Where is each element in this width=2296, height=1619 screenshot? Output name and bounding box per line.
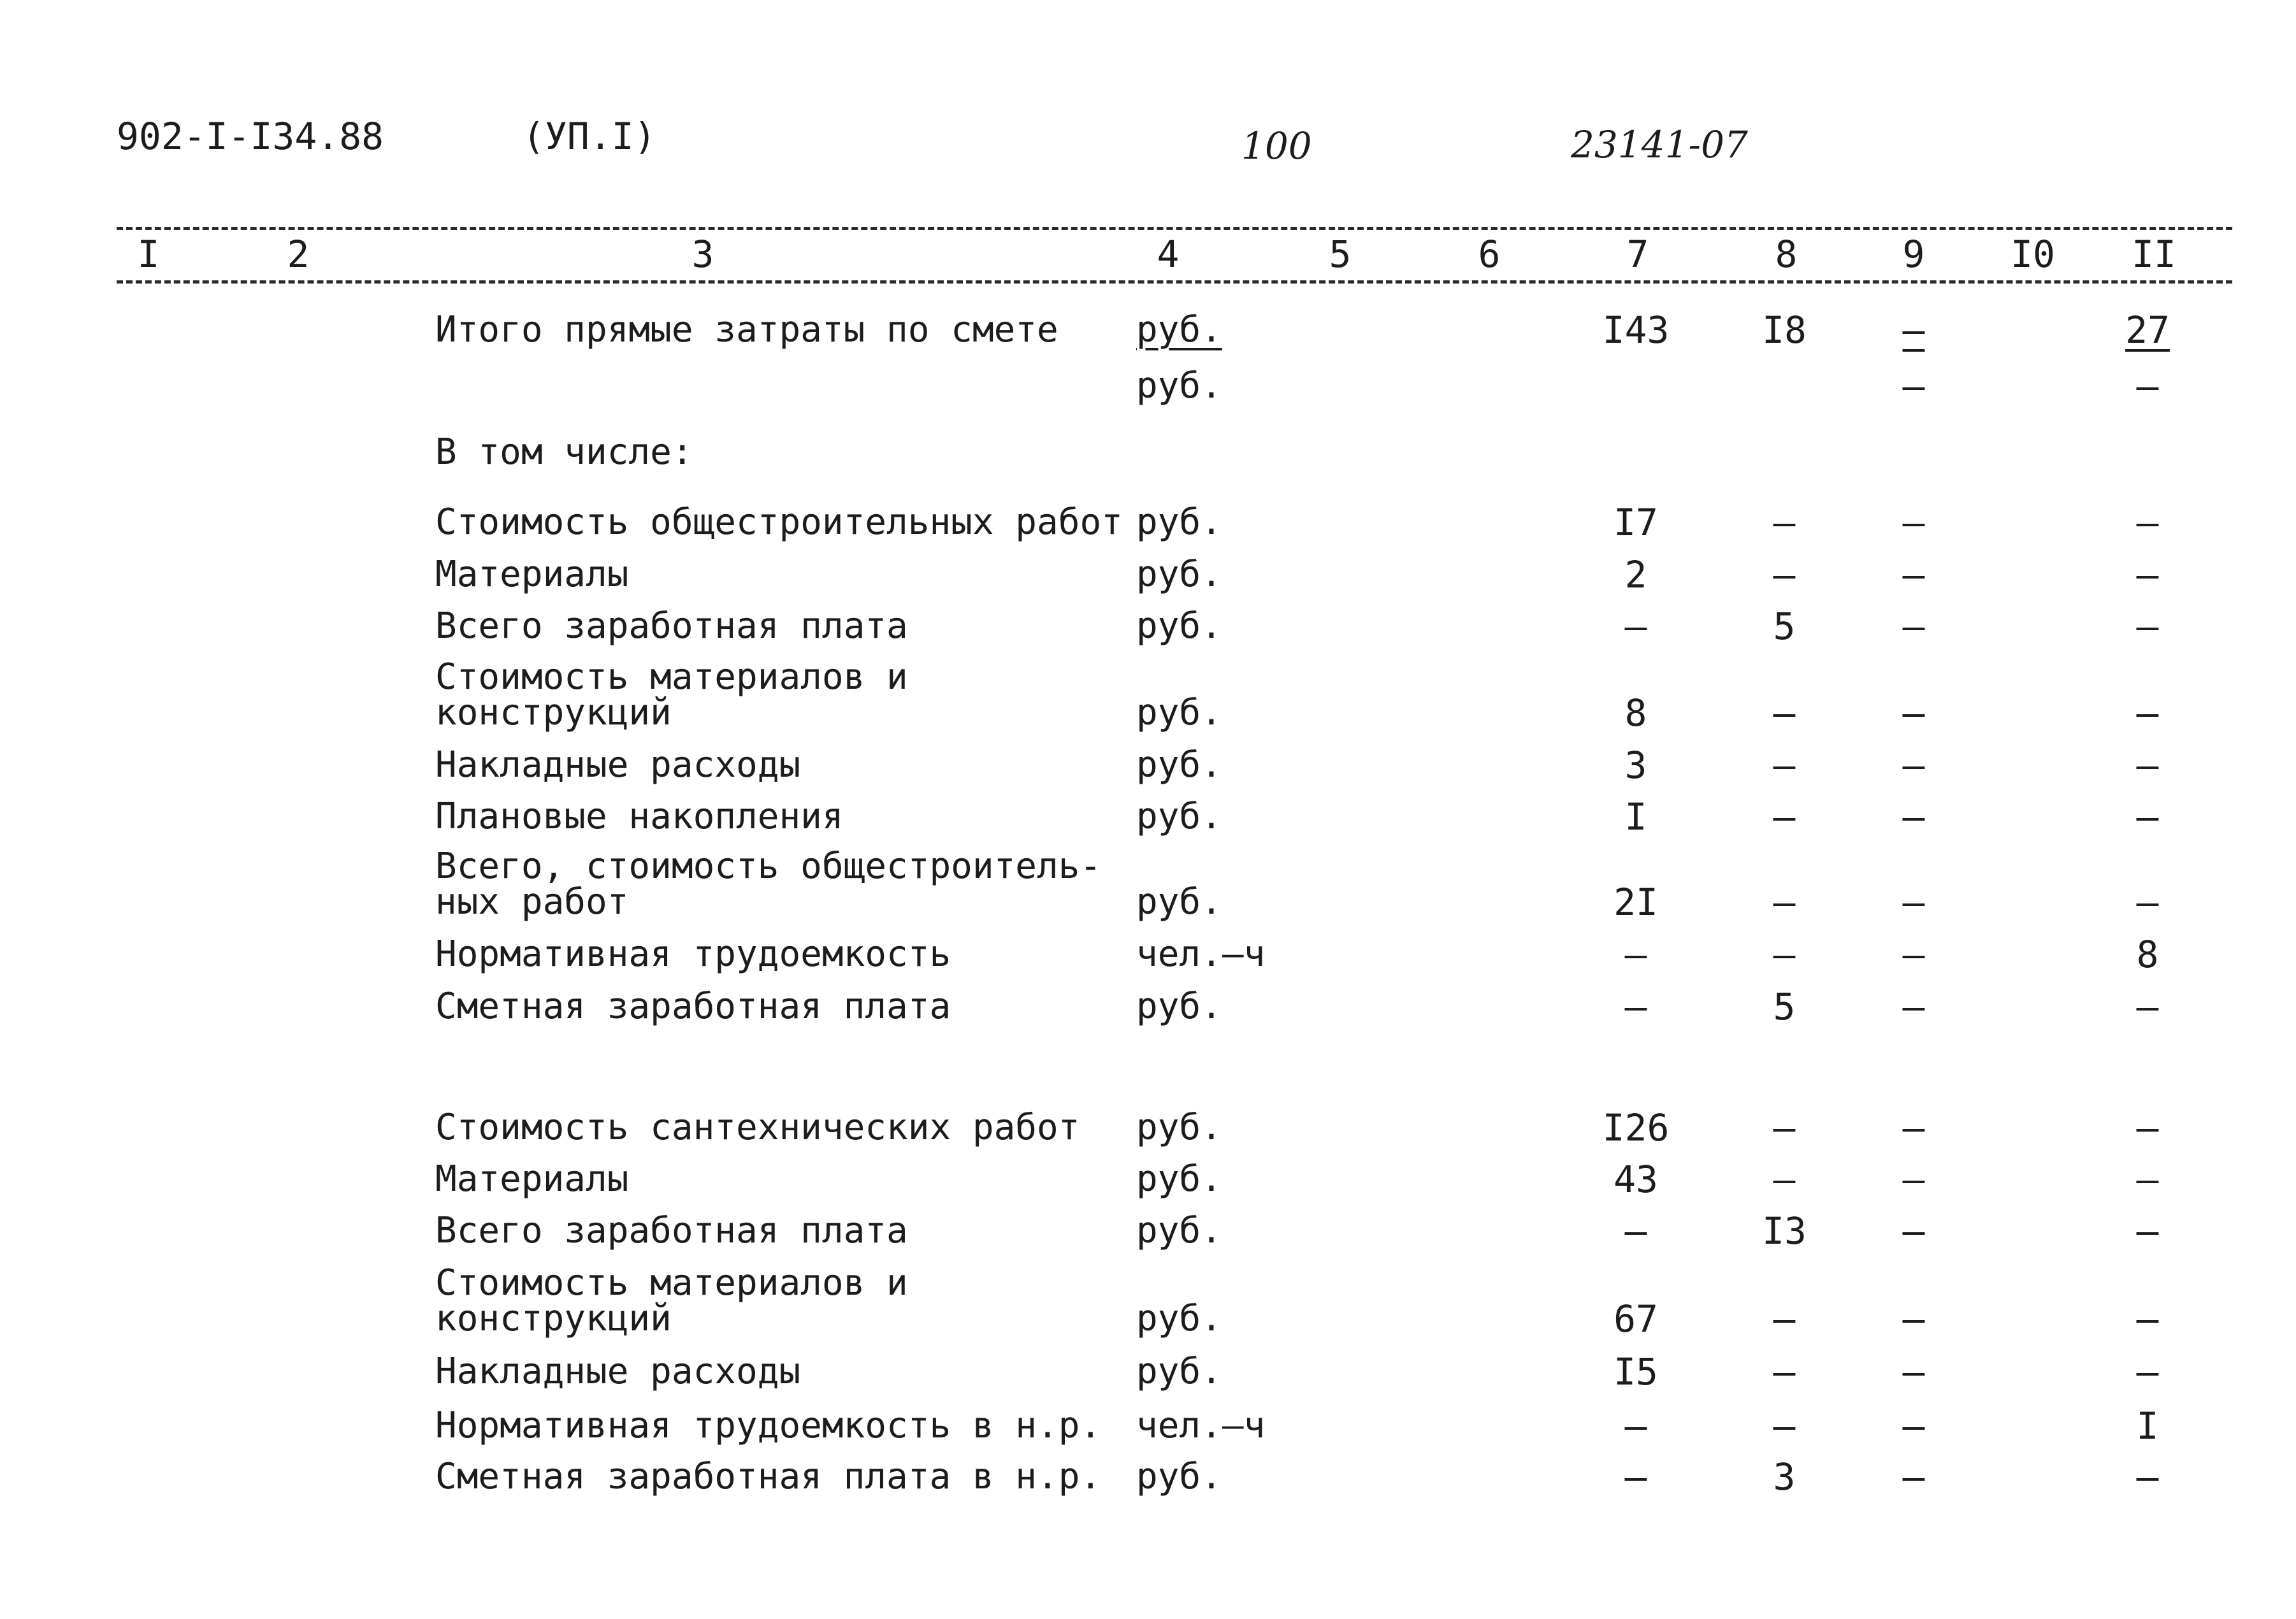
column-number-5: 5: [1329, 233, 1352, 276]
row-unit: руб.: [1136, 1298, 1222, 1339]
row-col11: –: [2136, 985, 2159, 1028]
row-col8: –: [1773, 691, 1796, 735]
column-number-2: 2: [287, 233, 310, 276]
row-col9: –: [1902, 933, 1925, 976]
row-col11: –: [2136, 605, 2159, 648]
row-col11: 8: [2136, 933, 2159, 976]
row-label: Материалы: [435, 554, 629, 595]
row-label: Плановые накопления: [435, 796, 844, 837]
total-col11-second: –: [2136, 364, 2159, 408]
row-col7: 2: [1624, 553, 1647, 596]
row-col9: –: [1902, 881, 1925, 924]
row-col11: –: [2136, 501, 2159, 544]
header-bottom-rule: [117, 280, 2232, 284]
row-unit: руб.: [1136, 501, 1222, 543]
row-col8: 3: [1773, 1455, 1796, 1499]
row-col9: –: [1902, 1297, 1925, 1341]
total-unit-second: руб.: [1136, 365, 1222, 407]
column-number-11: II: [2132, 233, 2176, 276]
column-number-8: 8: [1775, 233, 1798, 276]
row-col9: –: [1902, 744, 1925, 787]
row-unit: руб.: [1136, 1351, 1222, 1392]
row-col11: –: [2136, 1209, 2159, 1253]
row-label: Всего заработная плата: [435, 1210, 908, 1251]
total-label: Итого прямые затраты по смете: [435, 309, 1058, 350]
row-col9: –: [1902, 1455, 1925, 1499]
row-col8: –: [1773, 1106, 1796, 1149]
row-col8: –: [1773, 553, 1796, 596]
including-label: В том числе:: [435, 431, 693, 473]
row-unit: чел.–ч: [1136, 1405, 1266, 1446]
row-col11: –: [2136, 1106, 2159, 1149]
column-number-1: I: [137, 233, 160, 276]
row-label: Стоимость сантехнических работ: [435, 1107, 1080, 1148]
row-label: Стоимость материалов и конструкций: [435, 1262, 908, 1339]
row-label: Сметная заработная плата в н.р.: [435, 1456, 1102, 1497]
total-col8: I8: [1762, 308, 1807, 352]
row-col7: 43: [1614, 1158, 1658, 1201]
row-col8: 5: [1773, 985, 1796, 1028]
sheet-code: 23141-07: [1571, 123, 1748, 166]
row-col9: –: [1902, 1106, 1925, 1149]
row-col7: I: [1624, 795, 1647, 838]
row-col7: 2I: [1614, 881, 1658, 924]
row-col9: –: [1902, 985, 1925, 1028]
row-col9: –: [1902, 795, 1925, 838]
row-col8: –: [1773, 744, 1796, 787]
row-col7: I5: [1614, 1350, 1658, 1393]
row-label: Нормативная трудоемкость в н.р.: [435, 1405, 1102, 1446]
row-unit: руб.: [1136, 1210, 1222, 1251]
row-col8: –: [1773, 1297, 1796, 1341]
row-col8: I3: [1762, 1209, 1807, 1253]
row-col7: –: [1624, 1404, 1647, 1448]
row-col11: –: [2136, 553, 2159, 596]
row-col7: 8: [1624, 691, 1647, 735]
row-col8: –: [1773, 1350, 1796, 1393]
row-label: Всего заработная плата: [435, 605, 908, 647]
row-col8: –: [1773, 881, 1796, 924]
row-unit: руб.: [1136, 1107, 1222, 1148]
total-col9: –: [1902, 308, 1925, 352]
row-label: Материалы: [435, 1158, 629, 1200]
row-col9: –: [1902, 605, 1925, 648]
row-col7: I7: [1614, 501, 1658, 544]
row-col9: –: [1902, 501, 1925, 544]
row-col7: 3: [1624, 744, 1647, 787]
row-label: Стоимость материалов и конструкций: [435, 656, 908, 733]
row-col8: –: [1773, 1158, 1796, 1201]
row-col11: –: [2136, 691, 2159, 735]
row-col8: –: [1773, 795, 1796, 838]
row-col11: –: [2136, 1297, 2159, 1341]
row-col7: –: [1624, 605, 1647, 648]
row-col7: –: [1624, 985, 1647, 1028]
row-col11: –: [2136, 1455, 2159, 1499]
header-top-rule: [117, 227, 2232, 230]
column-number-3: 3: [691, 233, 714, 276]
row-col8: –: [1773, 501, 1796, 544]
row-unit: руб.: [1136, 881, 1222, 923]
row-col9: –: [1902, 1209, 1925, 1253]
row-label: Нормативная трудоемкость: [435, 933, 951, 975]
row-unit: руб.: [1136, 554, 1222, 595]
row-unit: руб.: [1136, 1158, 1222, 1200]
row-col11: –: [2136, 881, 2159, 924]
total-unit: руб.: [1136, 309, 1222, 350]
column-number-4: 4: [1157, 233, 1180, 276]
row-col11: –: [2136, 744, 2159, 787]
doc-code: 902-I-I34.88: [117, 115, 384, 158]
column-number-10: I0: [2011, 233, 2055, 276]
row-unit: чел.–ч: [1136, 933, 1266, 975]
row-unit: руб.: [1136, 1456, 1222, 1497]
row-unit: руб.: [1136, 692, 1222, 733]
row-label: Накладные расходы: [435, 744, 801, 786]
row-col7: I26: [1602, 1106, 1670, 1149]
row-col8: –: [1773, 1404, 1796, 1448]
row-col7: –: [1624, 1455, 1647, 1499]
column-number-9: 9: [1902, 233, 1925, 276]
total-col9-second: –: [1902, 364, 1925, 408]
row-col11: –: [2136, 1350, 2159, 1393]
row-col9: –: [1902, 691, 1925, 735]
row-col9: –: [1902, 1158, 1925, 1201]
page-number: 100: [1241, 124, 1312, 168]
row-col8: –: [1773, 933, 1796, 976]
row-unit: руб.: [1136, 796, 1222, 837]
row-col7: –: [1624, 1209, 1647, 1253]
row-col8: 5: [1773, 605, 1796, 648]
row-col9: –: [1902, 1404, 1925, 1448]
row-col7: –: [1624, 933, 1647, 976]
album-number: (УП.I): [523, 115, 656, 158]
row-unit: руб.: [1136, 986, 1222, 1027]
row-label: Всего, стоимость общестроитель- ных работ: [435, 845, 1102, 923]
row-col11: –: [2136, 1158, 2159, 1201]
row-label: Сметная заработная плата: [435, 986, 951, 1027]
row-col11: I: [2136, 1404, 2159, 1448]
row-unit: руб.: [1136, 744, 1222, 786]
column-number-7: 7: [1626, 233, 1649, 276]
row-unit: руб.: [1136, 605, 1222, 647]
row-col9: –: [1902, 1350, 1925, 1393]
row-label: Стоимость общестроительных работ: [435, 501, 1123, 543]
row-col9: –: [1902, 553, 1925, 596]
row-col7: 67: [1614, 1297, 1658, 1341]
row-label: Накладные расходы: [435, 1351, 801, 1392]
column-number-6: 6: [1478, 233, 1501, 276]
row-col11: –: [2136, 795, 2159, 838]
total-col7: I43: [1602, 308, 1670, 352]
total-col11: 27: [2125, 308, 2170, 352]
